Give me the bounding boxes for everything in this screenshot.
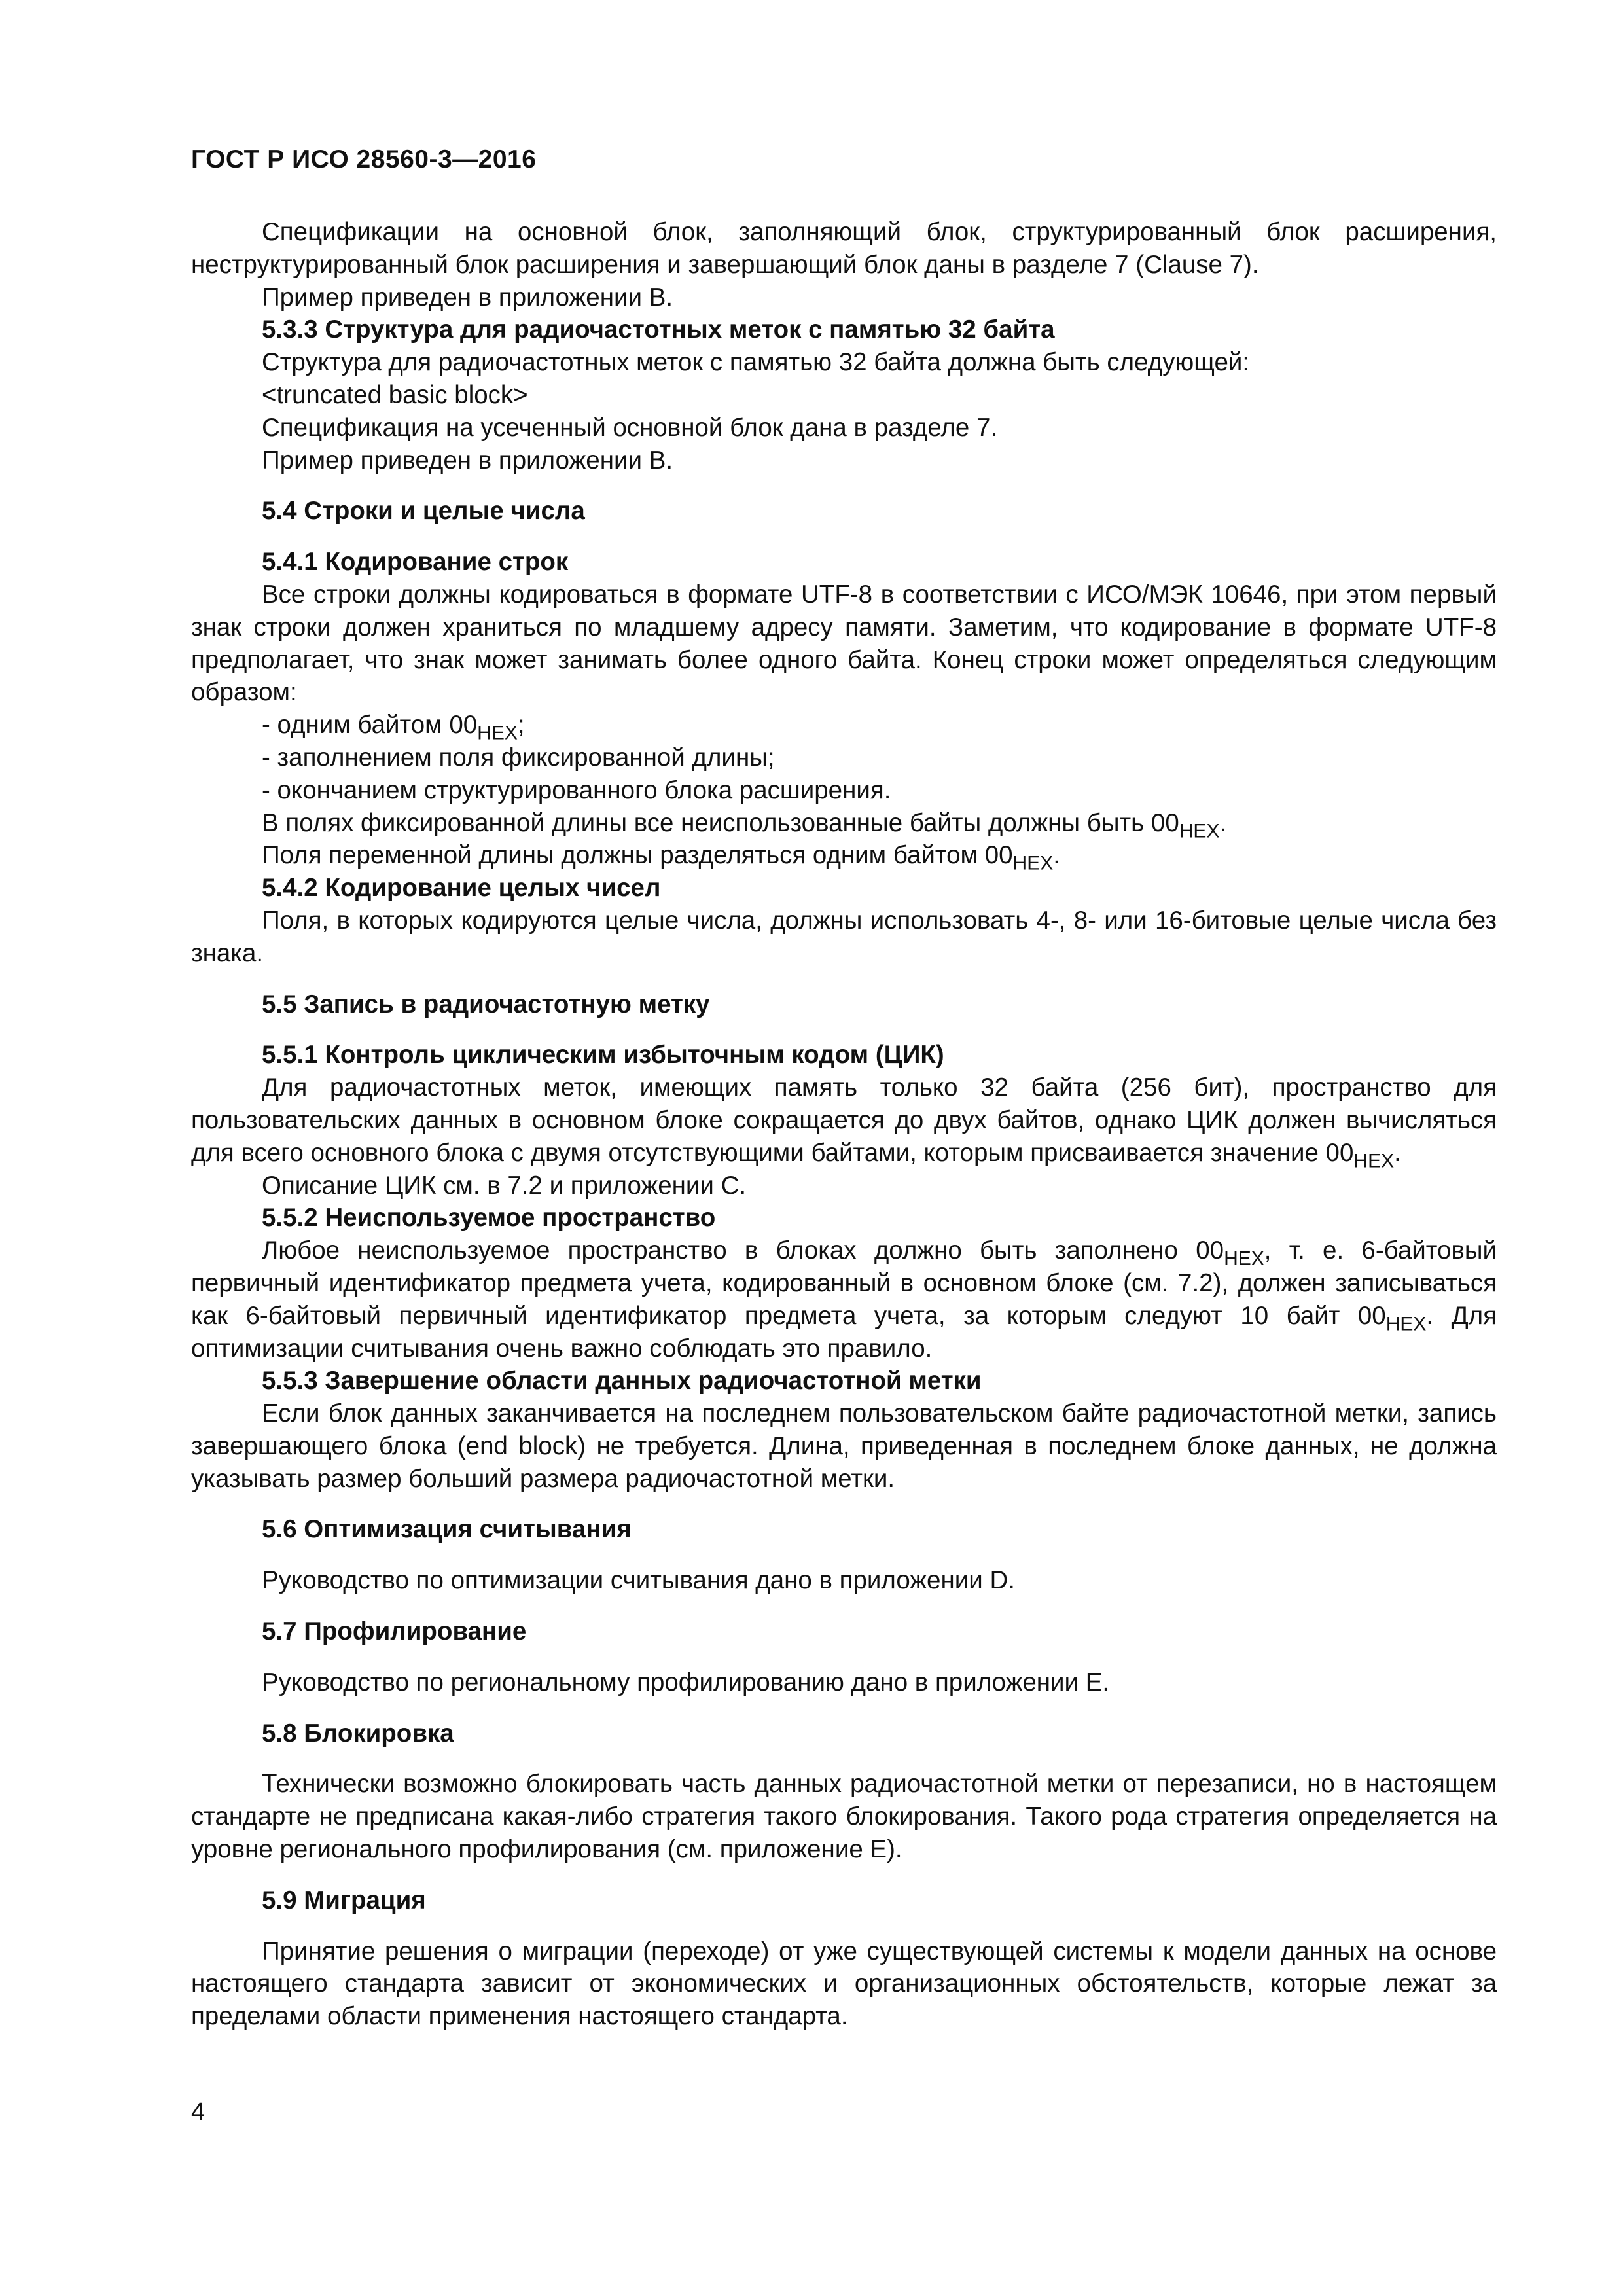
paragraph-truncated-spec: Спецификация на усеченный основной блок дана в разделе 7. bbox=[262, 413, 998, 442]
heading-5-4-1: 5.4.1 Кодирование строк bbox=[262, 548, 569, 577]
heading-5-4: 5.4 Строки и целые числа bbox=[262, 497, 585, 526]
paragraph-block-specs: Спецификации на основной блок, заполняющий блок, структурированный блок расширения, неструктурированный блок расширения и завершающий блок даны в разделе 7 (Clause 7). bbox=[191, 218, 1497, 279]
paragraph-fixed-length: В полях фиксированной длины все неиспользованные байты должны быть $00_{HEX}$. bbox=[262, 808, 1227, 842]
paragraph-truncated-block: <truncated basic block> bbox=[262, 380, 528, 409]
paragraph-crc: Для радиочастотных меток, имеющих память только 32 байта (256 бит), пространство для пользовательских данных в основном блоке сокращается до двух байтов, однако ЦИК должен вычисляться для всего основного блока с двумя отсутствующими байтами, которым присваивается значение $00_{HEX}$. bbox=[191, 1073, 1497, 1172]
heading-5-5: 5.5 Запись в радиочастотную метку bbox=[262, 990, 710, 1018]
list-item: - окончанием структурированного блока расширения. bbox=[262, 776, 891, 804]
heading-5-4-2: 5.4.2 Кодирование целых чисел bbox=[262, 874, 661, 903]
heading-5-6: 5.6 Оптимизация считывания bbox=[262, 1515, 632, 1544]
page-number: 4 bbox=[191, 2098, 205, 2126]
list-item: - заполнением поля фиксированной длины; bbox=[262, 743, 775, 772]
document-header-title: ГОСТ Р ИСО 28560-3—2016 bbox=[191, 145, 537, 173]
list-item: - одним байтом $00_{HEX}$; bbox=[262, 711, 525, 744]
paragraph-crc-ref: Описание ЦИК см. в 7.2 и приложении С. bbox=[262, 1171, 747, 1200]
heading-5-7: 5.7 Профилирование bbox=[262, 1617, 527, 1646]
heading-5-8: 5.8 Блокировка bbox=[262, 1719, 454, 1748]
paragraph-unused-space: Любое неиспользуемое пространство в блоках должно быть заполнено $00_{HEX}$, т. е. 6-байтовый первичный идентификатор предмета учета, кодированный в основном блоке (см. 7.2), должен записываться как 6-байтовый первичный идентификатор предмета учета, за которым следуют 10 байт $00_{HEX}$. Для оптимизации считывания очень важно соблюдать это правило. bbox=[191, 1236, 1497, 1363]
paragraph-migration: Принятие решения о миграции (переходе) от уже существующей системы к модели данных на основе настоящего стандарта зависит от экономических и организационных обстоятельств, которые лежат за пределами области применения настоящего стандарта. bbox=[191, 1937, 1497, 2031]
paragraph-variable-length: Поля переменной длины должны разделяться одним байтом $00_{HEX}$. bbox=[262, 841, 1060, 874]
paragraph-integer-encoding: Поля, в которых кодируются целые числа, должны использовать 4-, 8- или 16-битовые целые числа без знака. bbox=[191, 906, 1497, 967]
paragraph-example-ref-2: Пример приведен в приложении В. bbox=[262, 446, 673, 475]
paragraph-example-ref: Пример приведен в приложении В. bbox=[262, 283, 673, 312]
heading-5-9: 5.9 Миграция bbox=[262, 1886, 426, 1914]
paragraph-read-optimization: Руководство по оптимизации считывания дано в приложении D. bbox=[262, 1566, 1015, 1595]
heading-5-5-3: 5.5.3 Завершение области данных радиочастотной метки bbox=[262, 1367, 982, 1395]
document-body bbox=[191, 216, 1497, 2033]
paragraph-end-of-data: Если блок данных заканчивается на последнем пользовательском байте радиочастотной метки, запись завершающего блока (end block) не требуется. Длина, приведенная в последнем блоке данных, не должна указывать размер больший размера радиочастотной метки. bbox=[191, 1399, 1497, 1493]
heading-5-5-2: 5.5.2 Неиспользуемое пространство bbox=[262, 1204, 716, 1232]
paragraph-string-encoding: Все строки должны кодироваться в формате UTF-8 в соответствии с ИСО/МЭК 10646, при этом первый знак строки должен храниться по младшему адресу памяти. Заметим, что кодирование в формате UTF-8 предполагает, что знак может занимать более одного байта. Конец строки может определяться следующим образом: bbox=[191, 580, 1497, 707]
heading-5-5-1: 5.5.1 Контроль циклическим избыточным кодом (ЦИК) bbox=[262, 1041, 944, 1069]
paragraph-32byte-structure: Структура для радиочастотных меток с памятью 32 байта должна быть следующей: bbox=[262, 348, 1250, 377]
paragraph-profiling: Руководство по региональному профилированию дано в приложении Е. bbox=[262, 1668, 1110, 1696]
heading-5-3-3: 5.3.3 Структура для радиочастотных меток с памятью 32 байта bbox=[262, 315, 1055, 344]
paragraph-locking: Технически возможно блокировать часть данных радиочастотной метки от перезаписи, но в настоящем стандарте не предписана какая-либо стратегия такого блокирования. Такого рода стратегия определяется на уровне регионального профилирования (см. приложение Е). bbox=[191, 1770, 1497, 1864]
